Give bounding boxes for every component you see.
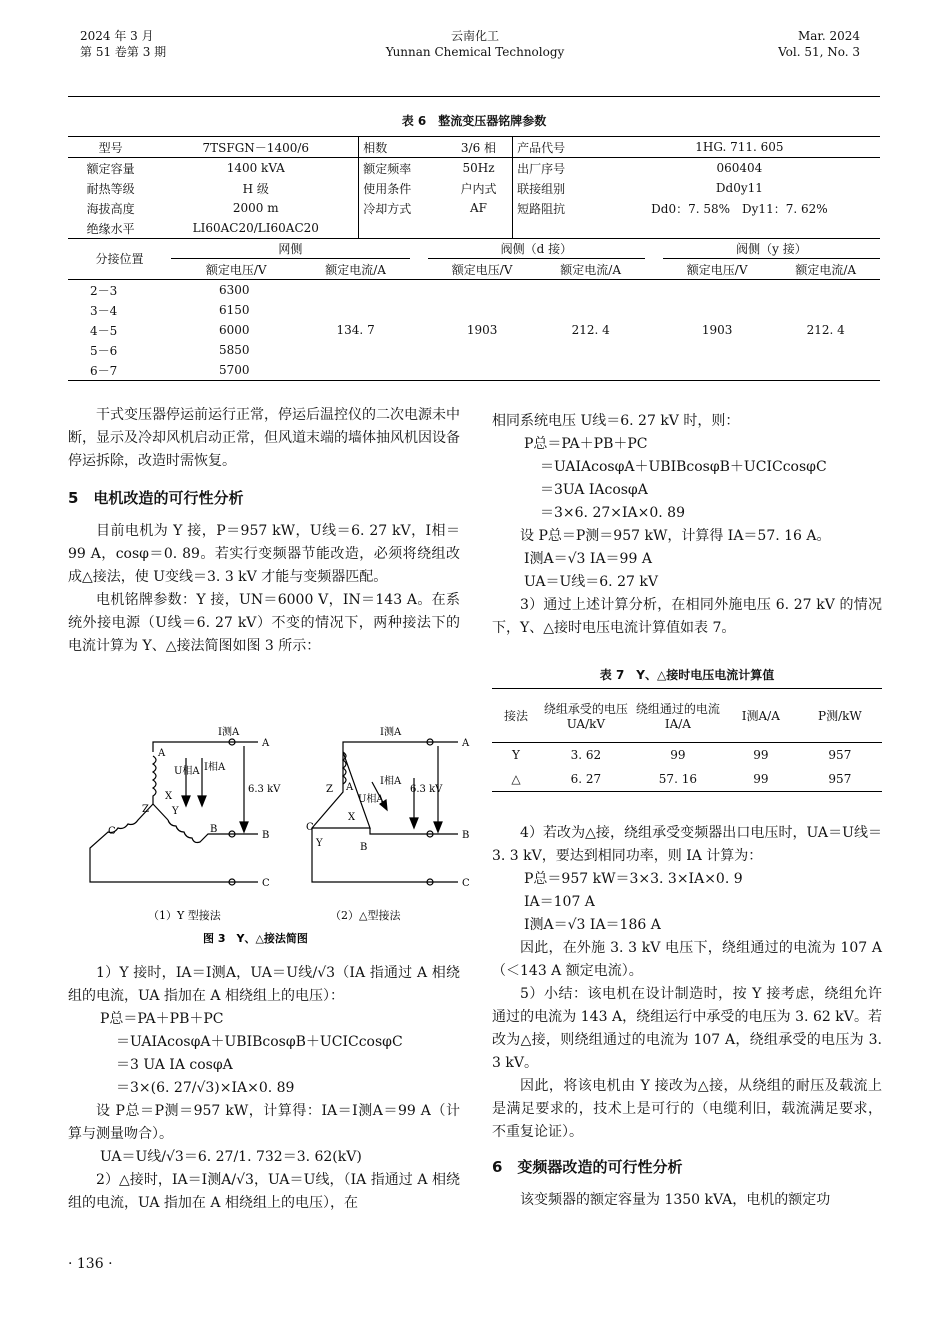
- table-row: 绝缘水平 LI60AC20/LI60AC20: [68, 218, 880, 239]
- right-column: [492, 410, 882, 640]
- figure-subcaption-1: （1）Y 型接法: [148, 909, 221, 922]
- paragraph: 目前电机为 Y 接，P＝957 kW，U线＝6. 27 kV，I相＝99 A，cosφ＝0. 89。若实行变频器节能改造，必须将绕组改成△接法，使 U变线＝3. 3 kV 才能与变频器匹配。: [68, 523, 460, 585]
- table-row: △ 6. 27 57. 16 99 957: [492, 767, 882, 792]
- paragraph: 3）通过上述计算分析，在相同外施电压 6. 27 kV 的情况下，Y、△接时电压电流计算值如表 7。: [492, 597, 882, 636]
- table-row: 4－5 6000: [90, 323, 250, 338]
- equation: P总＝PA＋PB＋PC: [100, 1011, 224, 1027]
- svg-text:A: A: [262, 738, 270, 749]
- svg-text:C: C: [262, 878, 270, 889]
- table6-caption: 表 6 整流变压器铭牌参数: [401, 114, 547, 128]
- table7-caption: 表 7 Y、△接时电压电流计算值: [599, 668, 775, 682]
- table-row: 耐热等级 H 级 使用条件 户内式 联接组别 Dd0y11: [68, 178, 880, 198]
- equation: I测A＝√3 IA＝186 A: [524, 917, 661, 933]
- equation: ＝3×(6. 27/√3)×IA×0. 89: [116, 1080, 295, 1096]
- equation: P总＝PA＋PB＋PC: [524, 436, 648, 452]
- table-row: 2－3 6300 134. 7 1903 212. 4 1903 212. 4: [90, 283, 845, 337]
- header-right: Mar. 2024 Vol. 51, No. 3: [778, 29, 860, 59]
- paragraph: 设 P总＝P测＝957 kW，计算得 IA＝57. 16 A。: [520, 528, 831, 544]
- header-left: 2024 年 3 月 第 51 卷第 3 期: [80, 29, 167, 59]
- svg-text:Z: Z: [142, 804, 149, 815]
- svg-text:Z: Z: [326, 784, 333, 795]
- equation: IA＝107 A: [524, 894, 595, 910]
- table7: [492, 688, 882, 792]
- svg-text:B: B: [462, 830, 470, 841]
- winding-a: [153, 756, 156, 804]
- equation: ＝3UA IAcosφA: [540, 482, 648, 498]
- page-number: · 136 ·: [68, 1256, 113, 1272]
- svg-text:X: X: [165, 791, 173, 802]
- svg-text:B: B: [210, 824, 218, 835]
- equation: UA＝U线/√3＝6. 27/1. 732＝3. 62(kV): [100, 1149, 362, 1165]
- paragraph: 因此，在外施 3. 3 kV 电压下，绕组通过的电流为 107 A（＜143 A 额定电流）。: [492, 940, 882, 979]
- svg-text:C: C: [108, 826, 116, 837]
- section-heading-6: 6 变频器改造的可行性分析: [492, 1158, 683, 1176]
- table-row: 分接位置 网侧 阀侧（d 接） 阀侧（y 接）: [68, 238, 880, 259]
- figure-3: [68, 722, 470, 952]
- equation: P总＝957 kW＝3×3. 3×IA×0. 9: [524, 871, 743, 887]
- svg-text:I相A: I相A: [204, 762, 226, 773]
- left-column-continued: [68, 962, 460, 1215]
- paragraph: 该变频器的额定容量为 1350 kVA，电机的额定功: [520, 1192, 831, 1208]
- svg-text:X: X: [348, 812, 356, 823]
- svg-text:A: A: [158, 748, 166, 759]
- svg-text:C: C: [462, 878, 470, 889]
- svg-text:6.3 kV: 6.3 kV: [248, 784, 281, 795]
- paragraph: 干式变压器停运前运行正常，停运后温控仪的二次电源未中断，显示及冷却风机启动正常，但风道末端的墙体抽风机因设备停运拆除，改造时需恢复。: [68, 407, 460, 469]
- table-row: 型号 7TSFGN－1400/6 相数 3/6 相 产品代号 1HG. 711. 605: [68, 137, 880, 158]
- equation: ＝3×6. 27×IA×0. 89: [540, 505, 685, 521]
- left-column: [68, 404, 460, 658]
- table6-taps: [68, 238, 880, 381]
- table-row: 接法 绕组承受的电压 UA/kV 绕组通过的电流 IA/A I测A/A P测/kW: [492, 689, 882, 743]
- table-row: 海拔高度 2000 m 冷却方式 AF 短路阻抗 Dd0：7. 58% Dy11：7. 62%: [68, 198, 880, 218]
- svg-text:I测A: I测A: [218, 727, 240, 738]
- header-rule: [68, 96, 880, 97]
- svg-text:I测A: I测A: [380, 727, 402, 738]
- svg-text:6.3 kV: 6.3 kV: [410, 784, 443, 795]
- equation: ＝3 UA IA cosφA: [116, 1057, 233, 1073]
- svg-text:A: A: [462, 738, 470, 749]
- equation: I测A＝√3 IA＝99 A: [524, 551, 652, 567]
- svg-text:C: C: [306, 822, 314, 833]
- svg-text:Y: Y: [172, 806, 179, 817]
- table-row: 5－6 5850: [90, 343, 250, 358]
- right-column-continued: [492, 822, 882, 1212]
- delta-connection-diagram: [312, 739, 458, 885]
- header-center: 云南化工 Yunnan Chemical Technology: [385, 29, 565, 59]
- paragraph: 1）Y 接时，IA＝I测A，UA＝U线/√3（IA 指通过 A 相绕组的电流，UA 指加在 A 相绕组上的电压）：: [68, 965, 460, 1004]
- figure-caption: 图 3 Y、△接法简图: [203, 932, 308, 945]
- table-row: 额定容量 1400 kVA 额定频率 50Hz 出厂序号 060404: [68, 158, 880, 179]
- paragraph: 5）小结：该电机在设计制造时，按 Y 接考虑，绕组允许通过的电流为 143 A，绕组运行中承受的电压为 3. 62 kV。若改为△接，则绕组通过的电流为 107 A，绕组承受的电压为 3. 3 kV。: [492, 986, 882, 1071]
- section-heading-5: 5 电机改造的可行性分析: [68, 489, 244, 507]
- figure-subcaption-2: （2）△型接法: [330, 909, 401, 922]
- paragraph: 因此，将该电机由 Y 接改为△接，从绕组的耐压及载流上是满足要求的，技术上是可行的（电缆利旧，载流满足要求，不重复论证）。: [492, 1078, 882, 1140]
- paragraph: 2）△接时，IA＝I测A/√3，UA＝U线，（IA 指通过 A 相绕组的电流，UA 指加在 A 相绕组上的电压），在: [68, 1172, 460, 1211]
- y-labels: [108, 725, 281, 889]
- svg-text:U相A: U相A: [174, 766, 200, 777]
- paragraph: 电机铭牌参数：Y 接，UN＝6000 V，IN＝143 A。在系统外接电源（U线＝6. 27 kV）不变的情况下，两种接法下的电流计算为 Y、△接法简图如图 3 所示：: [68, 592, 460, 654]
- paragraph: 相同系统电压 U线＝6. 27 kV 时，则：: [492, 413, 740, 429]
- svg-text:B: B: [262, 830, 270, 841]
- svg-text:Y: Y: [316, 838, 323, 849]
- table6: [68, 136, 880, 239]
- paragraph: 4）若改为△接，绕组承受变频器出口电压时，UA＝U线＝3. 3 kV，要达到相同功率，则 IA 计算为：: [492, 825, 882, 864]
- svg-text:A: A: [346, 782, 354, 793]
- equation: ＝UAIAcosφA＋UBIBcosφB＋UCICcosφC: [540, 459, 827, 475]
- svg-text:U相A: U相A: [358, 794, 384, 805]
- delta-triangle: [312, 752, 370, 828]
- svg-text:B: B: [360, 842, 368, 853]
- equation: ＝UAIAcosφA＋UBIBcosφB＋UCICcosφC: [116, 1034, 403, 1050]
- svg-text:I相A: I相A: [380, 776, 402, 787]
- equation: UA＝U线＝6. 27 kV: [524, 574, 658, 590]
- table-row: Y 3. 62 99 99 957: [511, 748, 852, 762]
- table-row: 额定电压/V 额定电流/A 额定电压/V 额定电流/A 额定电压/V 额定电流/A: [68, 259, 880, 280]
- table-row: 6－7 5700: [68, 360, 880, 381]
- paragraph: 设 P总＝P测＝957 kW，计算得：IA＝I测A＝99 A（计算与测量吻合）。: [68, 1103, 460, 1142]
- table-row: 3－4 6150: [90, 303, 250, 318]
